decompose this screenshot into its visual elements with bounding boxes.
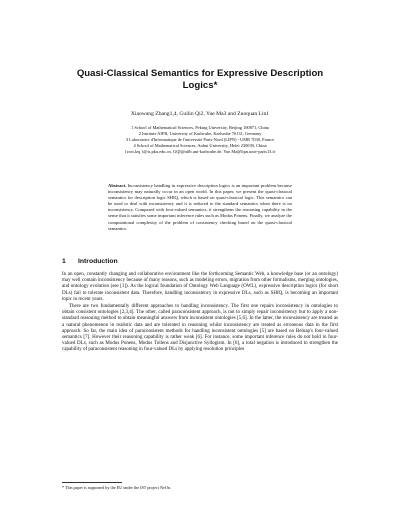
footnote: * This paper is supported by the EU under the IST project NeOn.	[62, 485, 172, 490]
section-heading	[62, 258, 118, 265]
affiliation-line: 1 School of Mathematical Sciences, Peking University, Beijing 100871, China	[131, 125, 269, 130]
author-list: Xiaowang Zhang1,4, Guilin Qi2, Yue Ma3 and Zuoquan Lin1	[130, 111, 270, 117]
abstract	[108, 183, 292, 232]
body-paragraph: There are two fundamentally different approaches to handling inconsistency. The first one repairs inconsistency in ontologies to obtain consistent ontologies [2,3,4]. The other, called paraconsistent approach, is not to simply repair inconsistency but to apply a non-standard reasoning method to obtain meaningful answers from inconsistent ontologies [5,6]. In the latter, the inconsistency are treated as a natural phenomenon in realistic data and are tolerated in reasoning whilst inconsistency are treated as erroneous data in the first approach. So far, the main idea of paraconsistent methods for handling inconsistent ontologies [5] are based on Belnap's four-valued semantics [7]. However their reasoning capability is rather weak [6]. For instance, some important inference rules do not hold in four-valued DLs, such as Modus Ponens, Modus Tollens and Disjunctive Syllogism. In [6], a total negation is introduced to strengthen the capability of paraconsistent reasoning in four-valued DLs by applying resolution principles	[62, 304, 338, 353]
section-body	[62, 272, 338, 354]
footnote-rule	[62, 482, 122, 483]
affiliation-line: 2 Institute AIFB, University of Karlsruhe, Karlsruhe 76131, Germany	[138, 131, 262, 137]
affiliation-line: 4 School of Mathematical Sciences, Anhui University, Hefei 230039, China	[133, 143, 267, 149]
affiliations	[40, 125, 360, 155]
abstract-text: Inconsistency handling in expressive description logics is an important problem because inconsistency may naturally occur in an open world. In this paper, we present the quasi-classical semantics for description logic SHIQ, which is based on quasi-classical logic. This semantics can be used to deal with inconsistency and it is reduced to the standard semantics when there is no inconsistency. Compared with four-valued semantics, it strengthens the reasoning capability in the sense that it satisfies some important inference rules such as Modus Ponens. Finally, we analyze the computational complexity of the problem of consistency checking based on the quasi-classical semantics.	[108, 183, 292, 231]
abstract-label: Abstract.	[108, 183, 127, 188]
paper-title: Quasi-Classical Semantics for Expressive Description Logics*	[76, 68, 324, 91]
author-emails: {zxw,lzq }@is.pku.edu.cn, GQI@aifb.uni-karlsruhe.de, Yue.Ma@lipn.univ-paris13.fr	[124, 149, 276, 155]
body-paragraph: In an open, constantly changing and collaborative environment like the forthcoming Semantic Web, a knowledge base (or an ontology) may well contain inconsistency because of many reasons, such as modeling errors, migration from other formalisms, merging ontologies, and ontology evolution (see [1]). As the logical foundation of Ontology Web Language (OWL), expressive description logics (for short DLs) fail to tolerate inconsistent data. Therefore, handling inconsistency in expressive DLs, such as SHIQ, is becoming an important topic in recent years.	[62, 272, 338, 302]
section-title: Introduction	[78, 258, 118, 265]
section-number: 1	[62, 258, 66, 265]
affiliation-line: 3 Laboratoire d'Informatique de l'université Paris-Nord (LIPN) - UMR 7030, France	[125, 137, 275, 143]
